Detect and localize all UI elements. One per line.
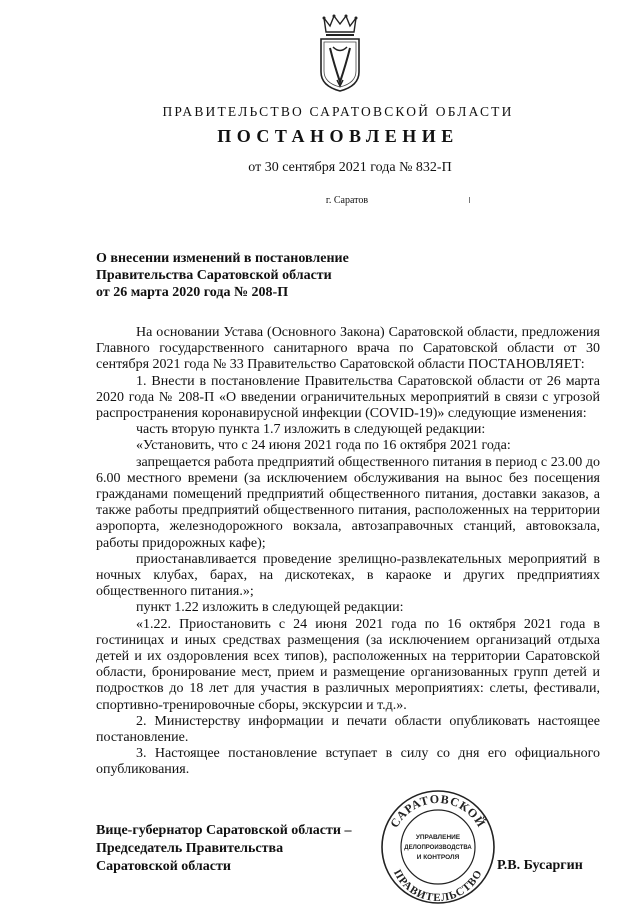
city-line: г. Саратов [325, 195, 369, 206]
paragraph: 1. Внести в постановление Правительства Саратовской области от 26 марта 2020 года № 208-П «О введении ограничительных мероприятий в связи с угрозой распространения коронавирусной инфекции (COVID-19)» следующие изменения: [96, 373, 600, 422]
paragraph: «Установить, что с 24 июня 2021 года по 16 октября 2021 года: [136, 438, 511, 454]
paragraph: часть вторую пункта 1.7 изложить в следующей редакции: [136, 422, 486, 438]
stamp-ring-top-text: САРАТОВСКОЙ [387, 791, 489, 831]
signatory-name: Р.В. Бусаргин [497, 858, 583, 873]
signatory-line: Председатель Правительства [96, 841, 284, 856]
document-body [96, 325, 600, 779]
paragraph: 2. Министерству информации и печати области опубликовать настоящее постановление. [96, 713, 600, 746]
subject-line: О внесении изменений в постановление [96, 251, 349, 266]
government-title: ПРАВИТЕЛЬСТВО САРАТОВСКОЙ ОБЛАСТИ [162, 104, 514, 119]
svg-text:ПРАВИТЕЛЬСТВО [391, 868, 485, 904]
paragraph: На основании Устава (Основного Закона) Саратовской области, предложения Главного государственного санитарного врача по Саратовской области от 30 сентября 2021 года № 33 Правительство Саратовской области ПОСТАНОВЛЯЕТ: [96, 325, 600, 373]
subject-line: от 26 марта 2020 года № 208-П [96, 285, 289, 300]
stamp-center-line: И КОНТРОЛЯ [416, 854, 460, 861]
date-number-line: от 30 сентября 2021 года № 832-П [248, 160, 452, 175]
subject-line: Правительства Саратовской области [96, 268, 332, 283]
scan-mark [469, 197, 470, 203]
svg-text:САРАТОВСКОЙ [387, 792, 489, 830]
official-stamp [378, 787, 498, 905]
paragraph: пункт 1.22 изложить в следующей редакции: [136, 600, 404, 616]
coat-of-arms-icon [316, 14, 364, 92]
signatory-line: Вице-губернатор Саратовской области – [96, 823, 352, 838]
stamp-ring-bottom-text: ПРАВИТЕЛЬСТВО [391, 867, 485, 905]
stamp-center-line: УПРАВЛЕНИЕ [415, 834, 461, 841]
paragraph: «1.22. Приостановить с 24 июня 2021 года по 16 октября 2021 года в гостиницах и иных средствах размещения (за исключением организаций отдыха детей и их оздоровления всех типов), расположенных на территории Саратовской области, бронирование мест, прием и размещение организованных групп детей и подростков до 18 лет для участия в различных мероприятиях: слеты, фестивали, спортивно-тренировочные сборы, экскурсии и т.д.». [96, 616, 600, 713]
document-type-title: ПОСТАНОВЛЕНИЕ [217, 126, 459, 146]
stamp-center-line: ДЕЛОПРОИЗВОДСТВА [404, 845, 472, 851]
signatory-title [96, 822, 396, 876]
document-subject [96, 250, 426, 301]
paragraph: 3. Настоящее постановление вступает в силу со дня его официального опубликования. [96, 746, 600, 778]
paragraph: приостанавливается проведение зрелищно-развлекательных мероприятий в ночных клубах, барах, на дискотеках, в караоке и других предприятиях общественного питания.»; [96, 551, 600, 600]
signatory-line: Саратовской области [96, 859, 231, 874]
paragraph: запрещается работа предприятий общественного питания в период с 23.00 до 6.00 местного времени (за исключением обслуживания на вынос без посещения гражданами помещений предприятий общественного питания, доставки заказов, а также работы предприятий общественного питания, расположенных на территории аэропорта, железнодорожного вокзала, автозаправочных станций, автовокзала, работы придорожных кафе); [96, 454, 600, 551]
